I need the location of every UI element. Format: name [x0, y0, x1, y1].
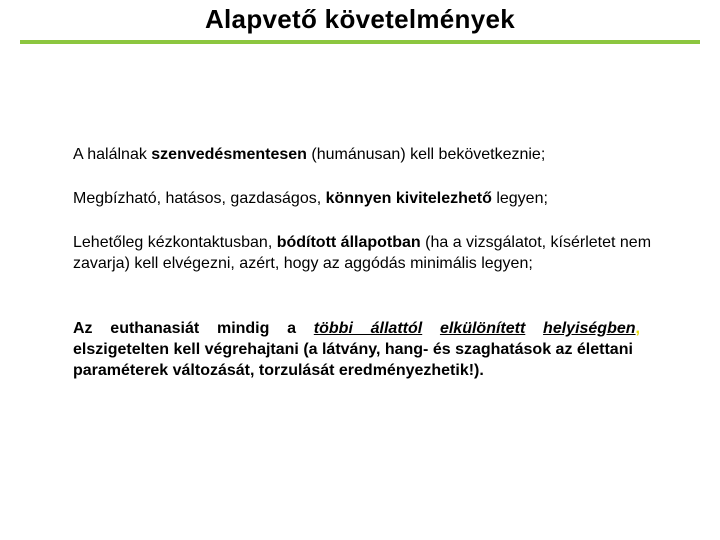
emphasis: bódított állapotban — [276, 234, 421, 251]
requirement-painless — [73, 144, 653, 165]
text: (ha a vizsgálatot, kísérletet nem zavarja) kell elvégezni, azért, hogy az aggódás minimális legyen; — [73, 234, 652, 272]
comma: , — [635, 320, 640, 337]
requirement-isolated-first-line — [73, 318, 640, 339]
underlined-phrase: többi állattól — [313, 320, 423, 337]
text: Az euthanasiát mindig a — [73, 320, 314, 337]
underlined-phrase: helyiségben — [543, 320, 636, 337]
text: legyen; — [491, 190, 548, 207]
title-divider — [20, 40, 700, 44]
page-title: Alapvető követelmények — [204, 4, 516, 34]
text: Lehetőleg kézkontaktusban, — [73, 234, 277, 251]
text: A halálnak — [73, 146, 152, 163]
text: (humánusan) kell bekövetkeznie; — [306, 146, 546, 163]
text: Megbízható, hatásos, gazdaságos, — [73, 190, 326, 207]
emphasis: szenvedésmentesen — [151, 146, 307, 163]
emphasis: könnyen kivitelezhető — [325, 190, 492, 207]
requirement-isolated-rest: elszigetelten kell végrehajtani (a látvány, hang- és szaghatások az élettani paraméterek változását, torzulását eredményezhetik!). — [73, 341, 633, 379]
requirement-reliable — [73, 188, 653, 209]
requirement-sedated — [73, 232, 653, 274]
underlined-phrase: elkülönített — [439, 320, 526, 337]
